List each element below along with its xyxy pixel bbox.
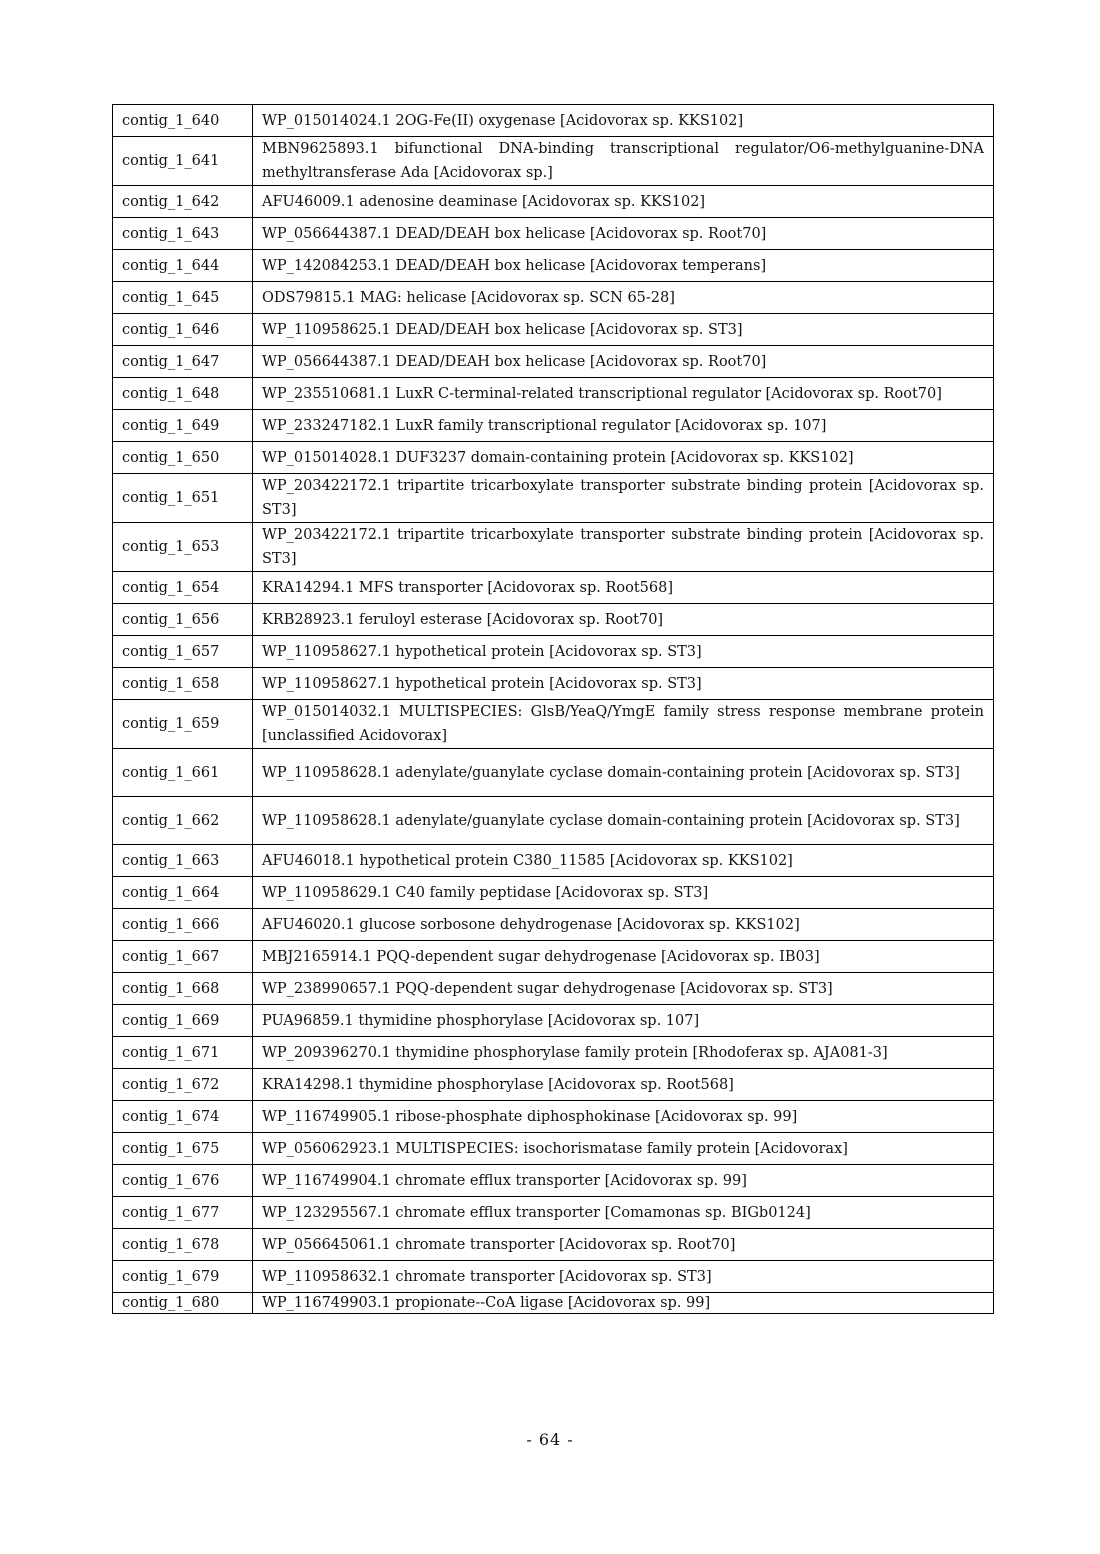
table-row [113, 1005, 994, 1037]
table-body [113, 105, 994, 1314]
protein-description-cell: WP_110958628.1 adenylate/guanylate cyclase domain-containing protein [Acidovorax sp. ST3] [253, 797, 994, 845]
protein-description-cell: KRA14294.1 MFS transporter [Acidovorax sp. Root568] [253, 572, 994, 604]
table-row [113, 1037, 994, 1069]
contig-id-cell: contig_1_675 [113, 1133, 253, 1165]
protein-description-cell: WP_238990657.1 PQQ-dependent sugar dehydrogenase [Acidovorax sp. ST3] [253, 973, 994, 1005]
contig-id-cell: contig_1_657 [113, 636, 253, 668]
contig-id-cell: contig_1_647 [113, 346, 253, 378]
table-row [113, 877, 994, 909]
table-row [113, 137, 994, 186]
protein-description-cell: WP_015014028.1 DUF3237 domain-containing protein [Acidovorax sp. KKS102] [253, 442, 994, 474]
table-row [113, 378, 994, 410]
contig-id-cell: contig_1_671 [113, 1037, 253, 1069]
table-row [113, 604, 994, 636]
protein-description-cell: KRA14298.1 thymidine phosphorylase [Acidovorax sp. Root568] [253, 1069, 994, 1101]
table-row [113, 845, 994, 877]
table-row [113, 797, 994, 845]
contig-id-cell: contig_1_654 [113, 572, 253, 604]
protein-description-cell: AFU46009.1 adenosine deaminase [Acidovorax sp. KKS102] [253, 186, 994, 218]
table-row [113, 346, 994, 378]
contig-id-cell: contig_1_667 [113, 941, 253, 973]
contig-id-cell: contig_1_672 [113, 1069, 253, 1101]
protein-description-cell: WP_056644387.1 DEAD/DEAH box helicase [Acidovorax sp. Root70] [253, 218, 994, 250]
contig-id-cell: contig_1_651 [113, 474, 253, 523]
contig-id-cell: contig_1_646 [113, 314, 253, 346]
contig-id-cell: contig_1_640 [113, 105, 253, 137]
contig-id-cell: contig_1_641 [113, 137, 253, 186]
table-row [113, 572, 994, 604]
table-row [113, 523, 994, 572]
contig-id-cell: contig_1_680 [113, 1293, 253, 1314]
contig-annotation-table [112, 104, 994, 1314]
table-row [113, 1133, 994, 1165]
protein-description-cell: KRB28923.1 feruloyl esterase [Acidovorax sp. Root70] [253, 604, 994, 636]
protein-description-cell: WP_110958625.1 DEAD/DEAH box helicase [Acidovorax sp. ST3] [253, 314, 994, 346]
contig-id-cell: contig_1_666 [113, 909, 253, 941]
table-row [113, 1069, 994, 1101]
protein-description-cell: WP_056645061.1 chromate transporter [Acidovorax sp. Root70] [253, 1229, 994, 1261]
page-number: - 64 - [526, 1430, 574, 1449]
protein-description-cell: WP_203422172.1 tripartite tricarboxylate transporter substrate binding protein [Acidovorax sp. ST3] [253, 474, 994, 523]
contig-id-cell: contig_1_674 [113, 1101, 253, 1133]
protein-description-cell: WP_203422172.1 tripartite tricarboxylate transporter substrate binding protein [Acidovorax sp. ST3] [253, 523, 994, 572]
table-row [113, 282, 994, 314]
table-row [113, 1101, 994, 1133]
table-row [113, 1293, 994, 1314]
protein-description-cell: WP_015014024.1 2OG-Fe(II) oxygenase [Acidovorax sp. KKS102] [253, 105, 994, 137]
contig-id-cell: contig_1_676 [113, 1165, 253, 1197]
contig-id-cell: contig_1_648 [113, 378, 253, 410]
contig-id-cell: contig_1_668 [113, 973, 253, 1005]
protein-description-cell: MBN9625893.1 bifunctional DNA-binding transcriptional regulator/O6-methylguanine-DNA methyltransferase Ada [Acidovorax sp.] [253, 137, 994, 186]
contig-id-cell: contig_1_679 [113, 1261, 253, 1293]
protein-description-cell: WP_110958629.1 C40 family peptidase [Acidovorax sp. ST3] [253, 877, 994, 909]
protein-description-cell: WP_110958627.1 hypothetical protein [Acidovorax sp. ST3] [253, 636, 994, 668]
protein-description-cell: WP_209396270.1 thymidine phosphorylase family protein [Rhodoferax sp. AJA081-3] [253, 1037, 994, 1069]
contig-id-cell: contig_1_642 [113, 186, 253, 218]
contig-id-cell: contig_1_662 [113, 797, 253, 845]
protein-description-cell: WP_015014032.1 MULTISPECIES: GlsB/YeaQ/YmgE family stress response membrane protein [unclassified Acidovorax] [253, 700, 994, 749]
table-row [113, 1197, 994, 1229]
protein-description-cell: WP_056062923.1 MULTISPECIES: isochorismatase family protein [Acidovorax] [253, 1133, 994, 1165]
protein-description-cell: WP_123295567.1 chromate efflux transporter [Comamonas sp. BIGb0124] [253, 1197, 994, 1229]
protein-description-cell: WP_116749905.1 ribose-phosphate diphosphokinase [Acidovorax sp. 99] [253, 1101, 994, 1133]
table-row [113, 1229, 994, 1261]
contig-id-cell: contig_1_644 [113, 250, 253, 282]
table-row [113, 749, 994, 797]
table-row [113, 941, 994, 973]
contig-id-cell: contig_1_661 [113, 749, 253, 797]
contig-id-cell: contig_1_658 [113, 668, 253, 700]
contig-id-cell: contig_1_664 [113, 877, 253, 909]
contig-id-cell: contig_1_659 [113, 700, 253, 749]
contig-id-cell: contig_1_650 [113, 442, 253, 474]
contig-id-cell: contig_1_649 [113, 410, 253, 442]
table-row [113, 186, 994, 218]
table-row [113, 314, 994, 346]
contig-id-cell: contig_1_645 [113, 282, 253, 314]
protein-description-cell: WP_116749904.1 chromate efflux transporter [Acidovorax sp. 99] [253, 1165, 994, 1197]
protein-description-cell: MBJ2165914.1 PQQ-dependent sugar dehydrogenase [Acidovorax sp. IB03] [253, 941, 994, 973]
protein-description-cell: WP_116749903.1 propionate--CoA ligase [Acidovorax sp. 99] [253, 1293, 994, 1314]
table-row [113, 973, 994, 1005]
contig-id-cell: contig_1_669 [113, 1005, 253, 1037]
protein-description-cell: WP_110958627.1 hypothetical protein [Acidovorax sp. ST3] [253, 668, 994, 700]
contig-id-cell: contig_1_643 [113, 218, 253, 250]
table-row [113, 105, 994, 137]
contig-id-cell: contig_1_677 [113, 1197, 253, 1229]
table-row [113, 250, 994, 282]
table-row [113, 909, 994, 941]
protein-description-cell: WP_056644387.1 DEAD/DEAH box helicase [Acidovorax sp. Root70] [253, 346, 994, 378]
table-row [113, 700, 994, 749]
protein-description-cell: PUA96859.1 thymidine phosphorylase [Acidovorax sp. 107] [253, 1005, 994, 1037]
table-row [113, 218, 994, 250]
protein-description-cell: WP_142084253.1 DEAD/DEAH box helicase [Acidovorax temperans] [253, 250, 994, 282]
table-row [113, 636, 994, 668]
contig-id-cell: contig_1_678 [113, 1229, 253, 1261]
table-row [113, 1165, 994, 1197]
protein-description-cell: WP_110958632.1 chromate transporter [Acidovorax sp. ST3] [253, 1261, 994, 1293]
contig-id-cell: contig_1_653 [113, 523, 253, 572]
table-row [113, 1261, 994, 1293]
protein-description-cell: AFU46020.1 glucose sorbosone dehydrogenase [Acidovorax sp. KKS102] [253, 909, 994, 941]
protein-description-cell: AFU46018.1 hypothetical protein C380_11585 [Acidovorax sp. KKS102] [253, 845, 994, 877]
table-row [113, 668, 994, 700]
protein-description-cell: WP_233247182.1 LuxR family transcriptional regulator [Acidovorax sp. 107] [253, 410, 994, 442]
protein-description-cell: WP_110958628.1 adenylate/guanylate cyclase domain-containing protein [Acidovorax sp. ST3] [253, 749, 994, 797]
protein-description-cell: WP_235510681.1 LuxR C-terminal-related transcriptional regulator [Acidovorax sp. Root70] [253, 378, 994, 410]
protein-description-cell: ODS79815.1 MAG: helicase [Acidovorax sp. SCN 65-28] [253, 282, 994, 314]
table-row [113, 442, 994, 474]
contig-id-cell: contig_1_656 [113, 604, 253, 636]
contig-id-cell: contig_1_663 [113, 845, 253, 877]
table-row [113, 474, 994, 523]
table-row [113, 410, 994, 442]
